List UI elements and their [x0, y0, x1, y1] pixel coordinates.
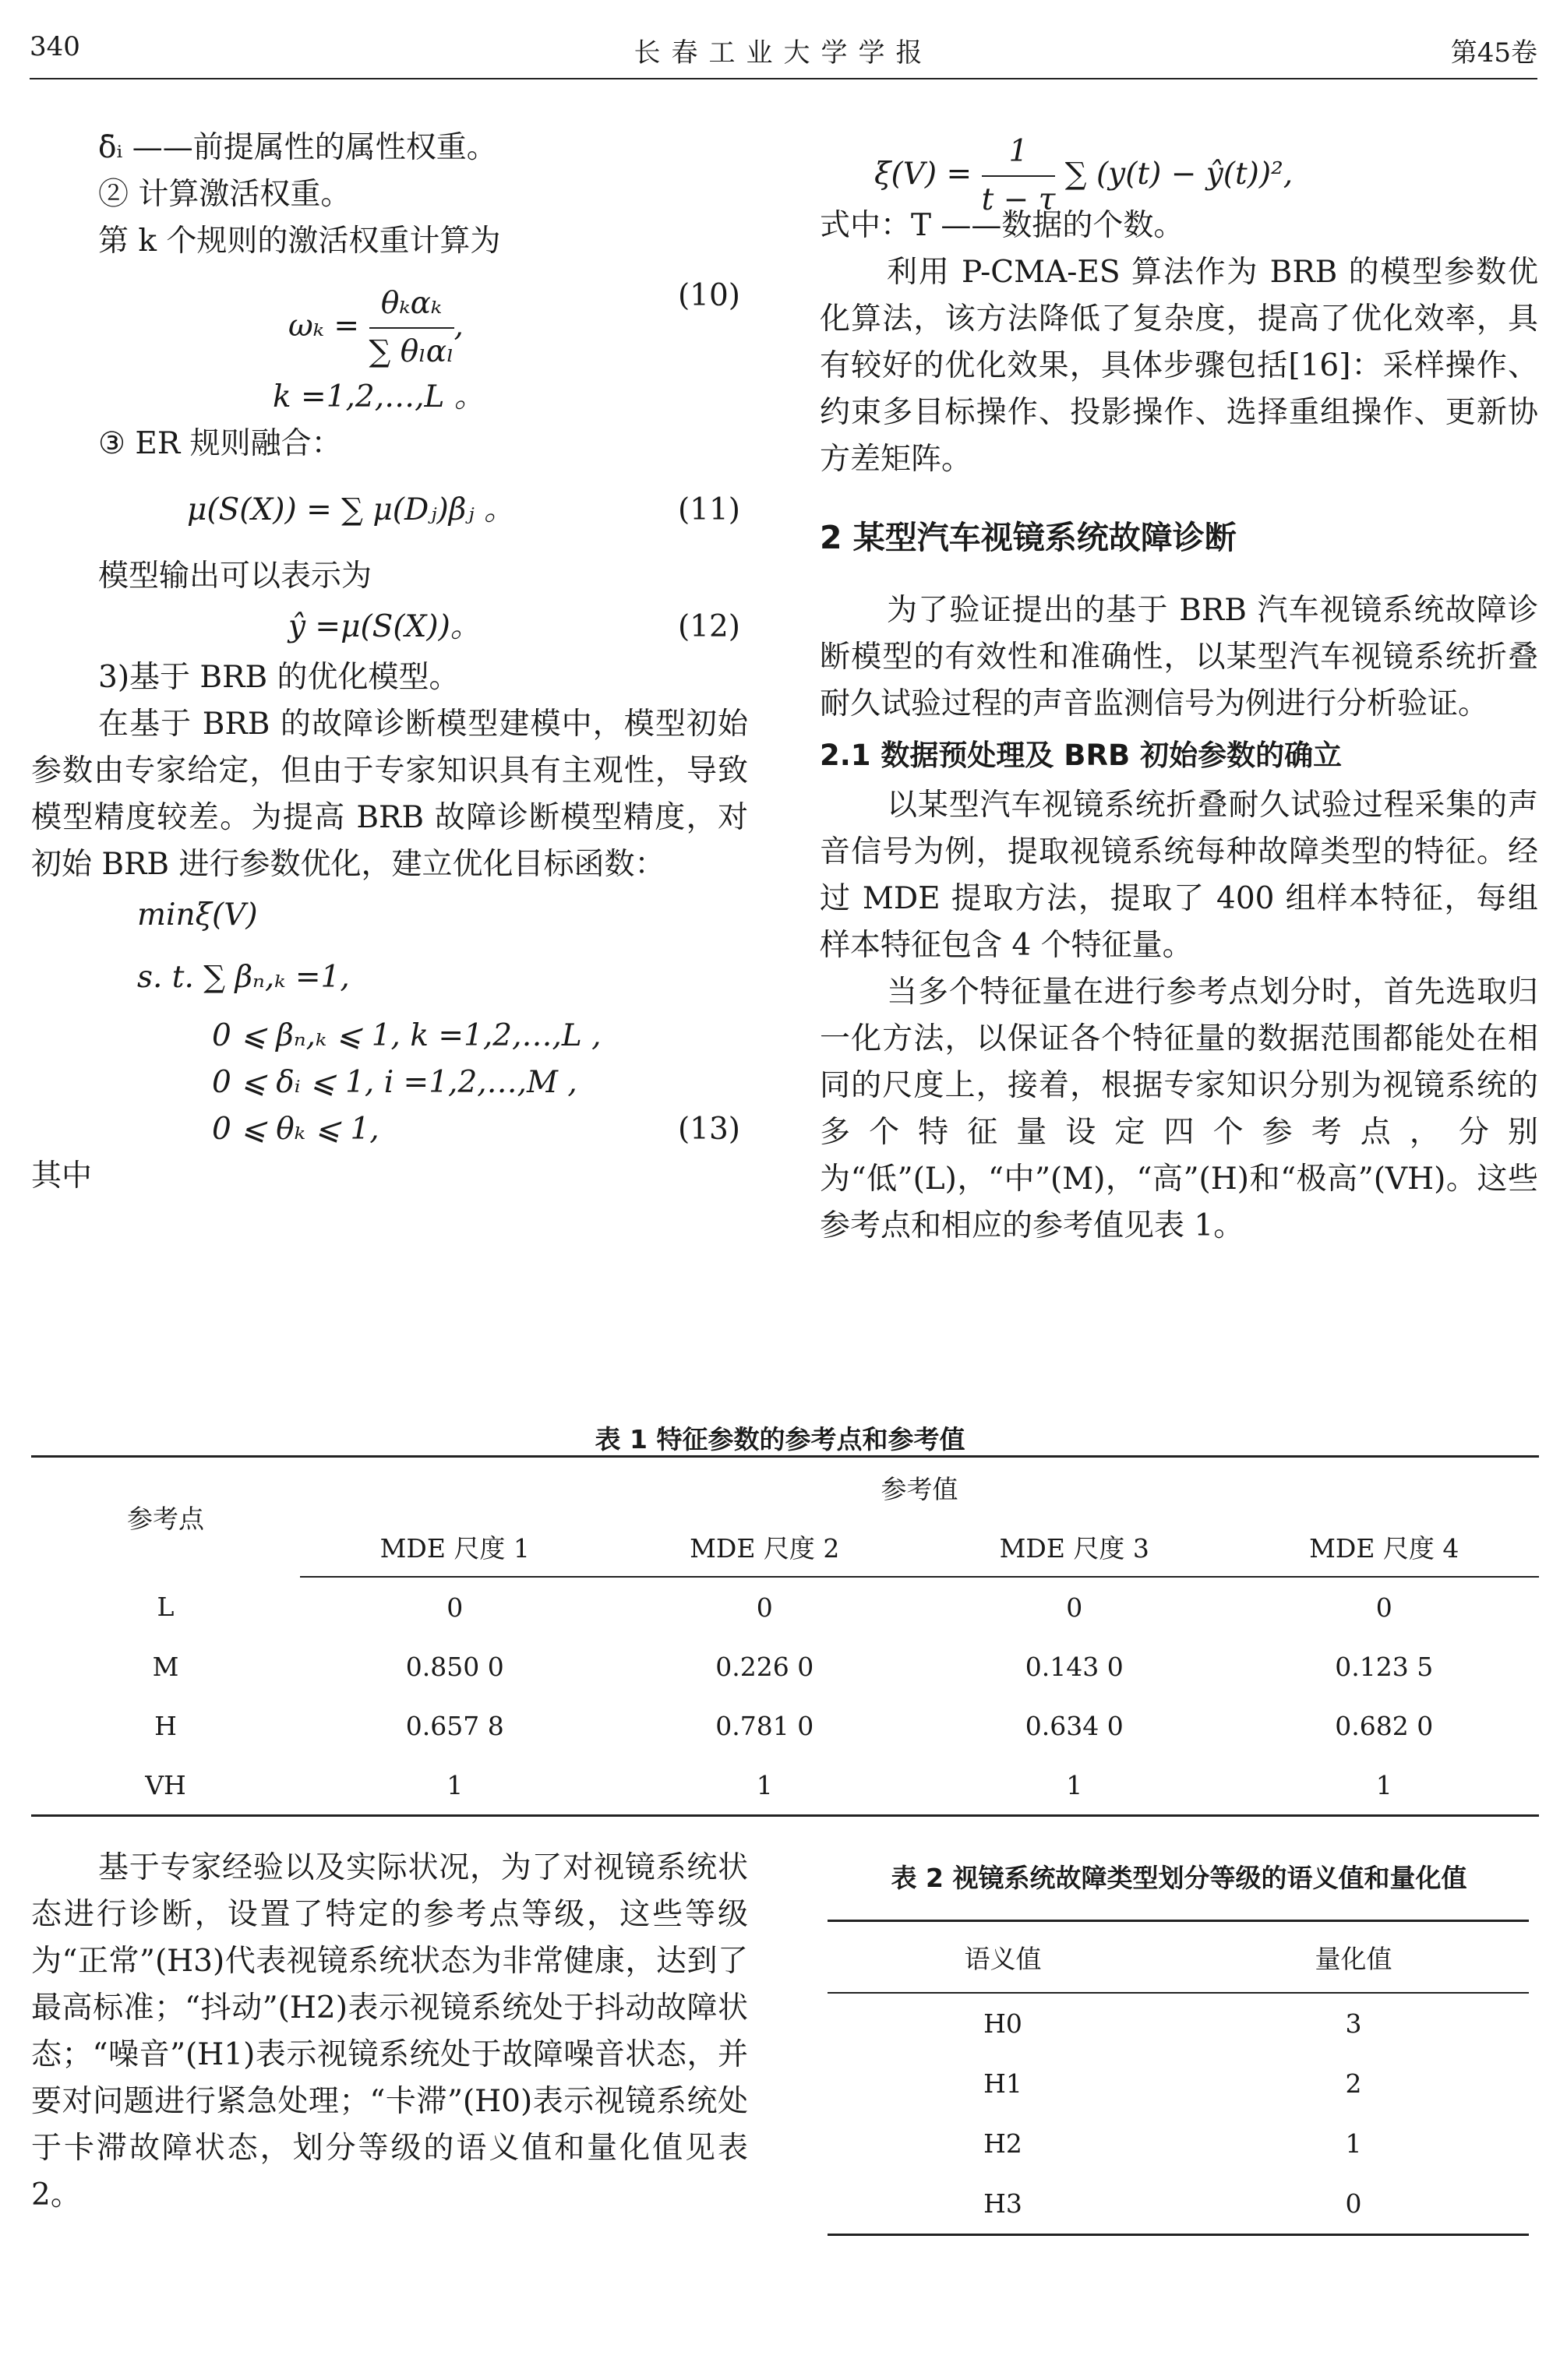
table-cell: 0.781 0	[715, 1710, 814, 1741]
right-column	[820, 117, 1538, 1250]
equation-12	[31, 600, 748, 654]
table-cell: H	[154, 1710, 177, 1741]
t1-col-mde2: MDE 尺度 2	[610, 1517, 920, 1577]
reference-point-paragraph: 当多个特征量在进行参考点划分时，首先选取归一化方法，以保证各个特征量的数据范围都能处在相同的尺度上，接着，根据专家知识分别为视镜系统的多个特征量设定四个参考点，分别为“低”(L)，“中”(M)，“高”(H)和“极高”(VH)。这些参考点和相应的参考值见表 1。	[820, 975, 1538, 1243]
section-2-intro: 为了验证提出的基于 BRB 汽车视镜系统故障诊断模型的有效性和准确性，以某型汽车视镜系统折叠耐久试验过程的声音监测信号为例进行分析验证。	[820, 593, 1538, 721]
table-row	[31, 1637, 1539, 1696]
t1-col-mde3: MDE 尺度 3	[919, 1517, 1230, 1577]
equation-11	[31, 467, 748, 553]
table-2	[828, 1920, 1529, 2236]
where-label: 其中	[31, 1158, 93, 1194]
eq10-lhs: ωₖ =	[288, 309, 360, 344]
eq12-tag: (12)	[677, 609, 740, 644]
constraint-line-2: 0 ⩽ βₙ,ₖ ⩽ 1, k =1,2,…,L ,	[212, 1018, 602, 1053]
xi-numerator: 1	[982, 129, 1056, 177]
table-cell: H2	[983, 2128, 1022, 2159]
table-cell: 0	[1375, 1592, 1392, 1623]
bottom-left-column	[31, 1845, 748, 2219]
table-cell: 3	[1345, 2008, 1362, 2039]
table-cell: 0.850 0	[405, 1651, 504, 1682]
equation-10: ωₖ = $\frac{\text{θₖαₖ}}{\text{∑ θₗαₗ}}$ , (10)	[31, 265, 748, 374]
table-cell: H0	[983, 2008, 1022, 2039]
section-2-heading: 2 某型汽车视镜系统故障诊断	[820, 519, 1237, 556]
table-cell: VH	[145, 1769, 186, 1800]
table-cell: 0	[1066, 1592, 1083, 1623]
eq10-range: k =1,2,…,L 。	[273, 379, 485, 414]
eq10-tag: (10)	[677, 278, 740, 313]
journal-title: 长春工业大学学报	[634, 37, 934, 69]
table-cell: 0	[446, 1592, 464, 1623]
table-2-block	[820, 1858, 1538, 2236]
table-row	[828, 2114, 1529, 2174]
table-cell: 0	[756, 1592, 773, 1623]
eq10-numerator: θₖαₖ	[369, 280, 454, 329]
section-2-1-heading: 2.1 数据预处理及 BRB 初始参数的确立	[820, 739, 1343, 772]
table-1	[31, 1455, 1539, 1817]
constraint-line-4: 0 ⩽ θₖ ⩽ 1,	[212, 1112, 379, 1147]
table-1-caption: 表 1 特征参数的参考点和参考值	[595, 1424, 965, 1454]
table-cell: L	[157, 1592, 175, 1622]
t1-col-reference-point: 参考点	[127, 1504, 204, 1534]
t-definition: 式中：T ——数据的个数。	[820, 208, 1184, 243]
table-cell: M	[152, 1651, 179, 1682]
table-row	[828, 1993, 1529, 2054]
xi-fraction	[982, 129, 1056, 224]
xi-lhs: ξ(V) =	[874, 157, 972, 192]
table-row	[828, 2174, 1529, 2235]
optimization-problem	[31, 888, 748, 1153]
table-cell: 0.226 0	[715, 1651, 814, 1682]
table-cell: 1	[446, 1769, 464, 1800]
table-cell: 1	[1375, 1769, 1392, 1800]
grade-levels-paragraph: 基于专家经验以及实际状况，为了对视镜系统状态进行诊断，设置了特定的参考点等级，这些等级为“正常”(H3)代表视镜系统状态为非常健康，达到了最高标准；“抖动”(H2)表示视镜系统处于抖动故障状态；“噪音”(H1)表示视镜系统处于故障噪音状态，并要对问题进行紧急处理；“卡滞”(H0)表示视镜系统处于卡滞故障状态，划分等级的语义值和量化值见表 2。	[31, 1850, 748, 2213]
eq10-fraction	[369, 280, 454, 376]
page-number: 340	[30, 31, 80, 62]
table-2-caption: 表 2 视镜系统故障类型划分等级的语义值和量化值	[891, 1863, 1467, 1893]
left-column	[31, 125, 748, 1200]
volume-label: 第45卷	[1450, 37, 1537, 69]
constraint-line-1: s. t. ∑ βₙ,ₖ =1,	[137, 960, 350, 995]
table-cell: 1	[756, 1769, 773, 1800]
optimization-paragraph: 在基于 BRB 的故障诊断模型建模中，模型初始参数由专家给定，但由于专家知识具有主观性，导致模型精度较差。为提高 BRB 故障诊断模型精度，对初始 BRB 进行参数优化，建立优化目标函数：	[31, 707, 748, 882]
t2-col-semantic: 语义值	[828, 1921, 1178, 1994]
xi-denominator: t − τ	[981, 182, 1056, 217]
eq12-body: ŷ =μ(S(X))。	[288, 609, 481, 644]
running-header	[30, 31, 1537, 70]
equation-xi	[820, 117, 1538, 217]
pcmaes-paragraph: 利用 P-CMA-ES 算法作为 BRB 的模型参数优化算法，该方法降低了复杂度，提高了优化效率，具有较好的优化效果，具体步骤包括[16]：采样操作、约束多目标操作、投影操作、选择重组操作、更新协方差矩阵。	[820, 255, 1538, 477]
table-cell: 0.682 0	[1335, 1710, 1434, 1741]
t1-col-mde4: MDE 尺度 4	[1230, 1517, 1540, 1577]
step-er-fusion: ③ ER 规则融合：	[98, 426, 342, 461]
header-rule	[30, 78, 1537, 79]
eq13-tag: (13)	[677, 1112, 740, 1147]
delta-definition: δ̄ᵢ ——前提属性的属性权重。	[98, 130, 497, 165]
table-row	[31, 1755, 1539, 1816]
table-cell: 0.123 5	[1335, 1651, 1434, 1682]
table-cell: H1	[983, 2068, 1022, 2099]
table-cell: 2	[1345, 2068, 1362, 2099]
table-cell: 0.143 0	[1025, 1651, 1124, 1682]
table-cell: 1	[1066, 1769, 1083, 1800]
table-cell: 0.634 0	[1025, 1710, 1124, 1741]
activation-weight-intro: 第 k 个规则的激活权重计算为	[98, 224, 501, 259]
table-row	[828, 2054, 1529, 2114]
table-cell: 0.657 8	[405, 1710, 504, 1741]
output-intro: 模型输出可以表示为	[98, 559, 372, 594]
table-row	[31, 1577, 1539, 1637]
table-row	[31, 1696, 1539, 1755]
objective-line: minξ(V)	[137, 897, 258, 933]
eq10-denominator: ∑ θₗαₗ	[369, 334, 454, 369]
constraint-line-3: 0 ⩽ δᵢ ⩽ 1, i =1,2,…,M ,	[212, 1065, 577, 1100]
table-cell: 1	[1345, 2128, 1362, 2159]
eq11-tag: (11)	[677, 492, 740, 527]
t2-col-quantized: 量化值	[1178, 1921, 1529, 1994]
brb-optimization-heading: 3)基于 BRB 的优化模型。	[98, 660, 460, 695]
step-activation-weight: ② 计算激活权重。	[98, 177, 351, 212]
t1-col-mde1: MDE 尺度 1	[300, 1517, 610, 1577]
xi-rest: ∑ (y(t) − ŷ(t))²,	[1064, 157, 1294, 192]
eq11-body: μ(S(X)) = ∑ μ(Dⱼ)βⱼ 。	[187, 492, 514, 527]
table-cell: H3	[983, 2188, 1022, 2219]
table-cell: 0	[1345, 2188, 1362, 2219]
t1-group-reference-values: 参考值	[881, 1473, 958, 1504]
feature-extraction-paragraph: 以某型汽车视镜系统折叠耐久试验过程采集的声音信号为例，提取视镜系统每种故障类型的特征。经过 MDE 提取方法，提取了 400 组样本特征，每组样本特征包含 4 个特征量。	[820, 788, 1538, 963]
